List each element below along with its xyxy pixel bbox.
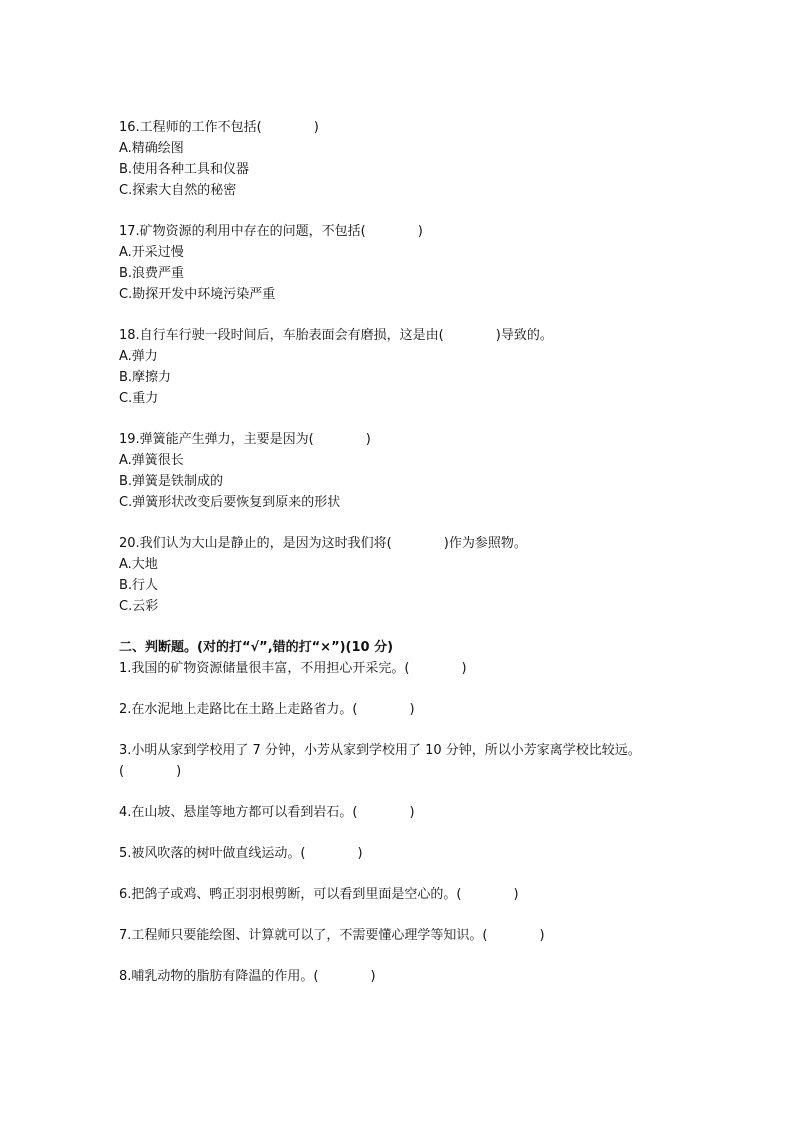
question-stem: 18.自行车行驶一段时间后，车胎表面会有磨损，这是由( )导致的。 — [119, 328, 553, 343]
judge-item-3 — [119, 740, 699, 782]
judge-item-2 — [119, 699, 699, 720]
judge-line: 2.在水泥地上走路比在土路上走路省力。( ) — [119, 702, 415, 717]
question-stem: 20.我们认为大山是静止的，是因为这时我们将( )作为参照物。 — [119, 536, 527, 551]
judge-line: 5.被风吹落的树叶做直线运动。( ) — [119, 846, 363, 861]
option-b: B.摩擦力 — [119, 370, 172, 385]
question-19 — [119, 429, 699, 513]
option-a: A.弹力 — [119, 349, 158, 364]
question-stem: 19.弹簧能产生弹力，主要是因为( ) — [119, 432, 371, 447]
judge-item-1 — [119, 658, 699, 679]
judge-line: 8.哺乳动物的脂肪有降温的作用。( ) — [119, 969, 376, 984]
question-18 — [119, 325, 699, 409]
judge-line: 4.在山坡、悬崖等地方都可以看到岩石。( ) — [119, 805, 415, 820]
judge-line: 6.把鸽子或鸡、鸭正羽羽根剪断，可以看到里面是空心的。( ) — [119, 887, 519, 902]
option-b: B.行人 — [119, 578, 159, 593]
judge-item-4 — [119, 802, 699, 823]
section-title-judge: 二、判断题。(对的打“√”,错的打“×”)(10 分) — [119, 640, 394, 655]
judge-line: 3.小明从家到学校用了 7 分钟，小芳从家到学校用了 10 分钟，所以小芳家离学校比较远。 — [119, 743, 641, 758]
option-b: B.使用各种工具和仪器 — [119, 162, 250, 177]
option-b: B.浪费严重 — [119, 266, 185, 281]
judge-line: 7.工程师只要能绘图、计算就可以了，不需要懂心理学等知识。( ) — [119, 928, 545, 943]
option-c: C.弹簧形状改变后要恢复到原来的形状 — [119, 495, 341, 510]
option-c: C.探索大自然的秘密 — [119, 183, 237, 198]
option-a: A.开采过慢 — [119, 245, 184, 260]
option-c: C.勘探开发中环境污染严重 — [119, 287, 276, 302]
judge-item-5 — [119, 843, 699, 864]
judge-line: 1.我国的矿物资源储量很丰富，不用担心开采完。( ) — [119, 661, 467, 676]
option-c: C.重力 — [119, 391, 159, 406]
question-16 — [119, 117, 699, 201]
judge-item-7 — [119, 925, 699, 946]
judge-line-answer: ( ) — [119, 764, 182, 779]
option-b: B.弹簧是铁制成的 — [119, 474, 224, 489]
judge-item-8 — [119, 966, 699, 987]
question-stem: 16.工程师的工作不包括( ) — [119, 120, 319, 135]
judge-item-6 — [119, 884, 699, 905]
option-a: A.弹簧很长 — [119, 453, 184, 468]
option-a: A.大地 — [119, 557, 158, 572]
document-page — [119, 117, 699, 1007]
question-stem: 17.矿物资源的利用中存在的问题，不包括( ) — [119, 224, 423, 239]
option-a: A.精确绘图 — [119, 141, 184, 156]
question-20 — [119, 533, 699, 617]
question-17 — [119, 221, 699, 305]
option-c: C.云彩 — [119, 599, 159, 614]
